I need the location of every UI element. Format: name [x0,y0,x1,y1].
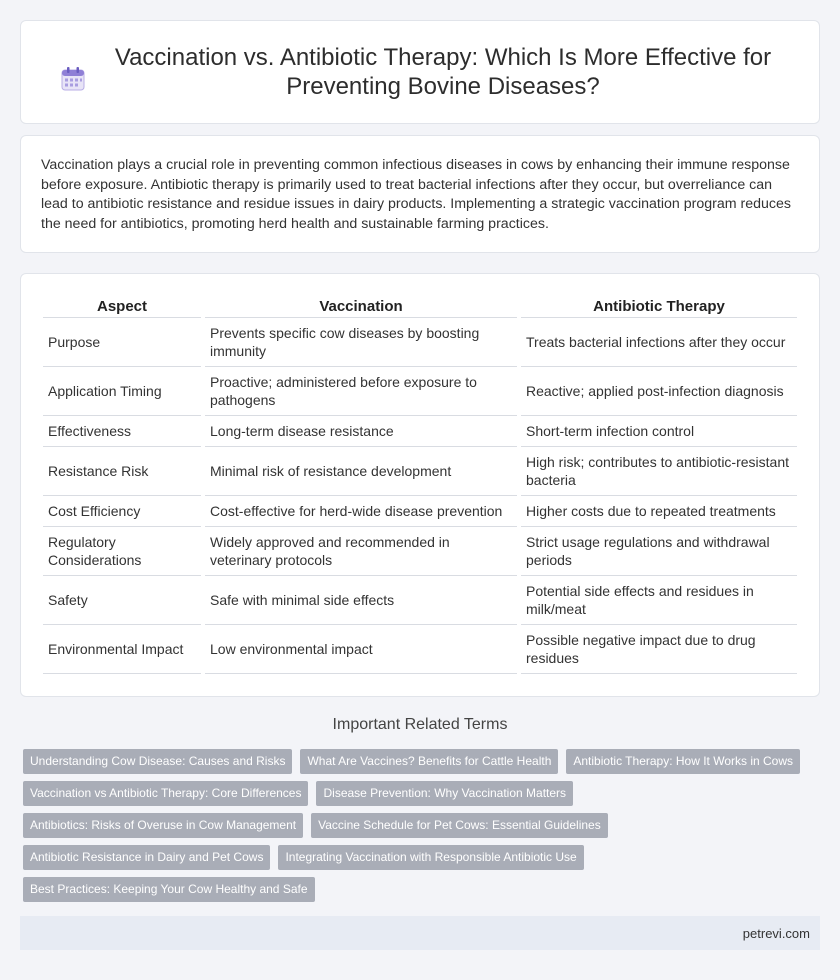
table-row [43,576,797,625]
table-row [43,447,797,496]
table-row [43,496,797,527]
cell-vaccination: Cost-effective for herd-wide disease prevention [205,496,517,527]
related-term-link[interactable]: Antibiotics: Risks of Overuse in Cow Management [23,813,303,838]
cell-antibiotic: Reactive; applied post-infection diagnosis [521,367,797,416]
cell-antibiotic: Short-term infection control [521,416,797,447]
cell-aspect: Environmental Impact [43,625,201,674]
cell-aspect: Cost Efficiency [43,496,201,527]
cell-antibiotic: Strict usage regulations and withdrawal periods [521,527,797,576]
cell-aspect: Purpose [43,318,201,367]
related-term-link[interactable]: What Are Vaccines? Benefits for Cattle Health [300,749,558,774]
cell-vaccination: Proactive; administered before exposure to pathogens [205,367,517,416]
header-card [20,20,820,124]
related-term-link[interactable]: Integrating Vaccination with Responsible Antibiotic Use [278,845,583,870]
cell-antibiotic: Potential side effects and residues in milk/meat [521,576,797,625]
cell-vaccination: Widely approved and recommended in veterinary protocols [205,527,517,576]
table-row [43,527,797,576]
cell-aspect: Safety [43,576,201,625]
related-term-link[interactable]: Understanding Cow Disease: Causes and Risks [23,749,292,774]
header-aspect: Aspect [43,294,201,318]
table-row [43,625,797,674]
cell-antibiotic: High risk; contributes to antibiotic-resistant bacteria [521,447,797,496]
cell-aspect: Regulatory Considerations [43,527,201,576]
table-row [43,367,797,416]
cell-vaccination: Safe with minimal side effects [205,576,517,625]
cell-aspect: Resistance Risk [43,447,201,496]
related-term-link[interactable]: Vaccination vs Antibiotic Therapy: Core Differences [23,781,308,806]
cell-antibiotic: Higher costs due to repeated treatments [521,496,797,527]
cell-antibiotic: Treats bacterial infections after they occur [521,318,797,367]
cell-vaccination: Prevents specific cow diseases by boosting immunity [205,318,517,367]
cell-antibiotic: Possible negative impact due to drug residues [521,625,797,674]
cell-aspect: Effectiveness [43,416,201,447]
header-vaccination: Vaccination [205,294,517,318]
intro-text: Vaccination plays a crucial role in preventing common infectious diseases in cows by enhancing their immune response before exposure. Antibiotic therapy is primarily used to treat bacterial infections after they occur, but overreliance can lead to antibiotic resistance and residue issues in dairy products. Implementing a strategic vaccination program reduces the need for antibiotics, promoting herd health and sustainable farming practices. [41,157,791,232]
footer [20,916,820,950]
calendar-icon [60,66,86,92]
related-term-link[interactable]: Antibiotic Therapy: How It Works in Cows [566,749,800,774]
table-header-row [43,294,797,318]
related-terms-list [23,749,813,909]
header-antibiotic: Antibiotic Therapy [521,294,797,318]
cell-vaccination: Long-term disease resistance [205,416,517,447]
related-term-link[interactable]: Disease Prevention: Why Vaccination Matters [316,781,573,806]
related-term-link[interactable]: Best Practices: Keeping Your Cow Healthy and Safe [23,877,315,902]
cell-aspect: Application Timing [43,367,201,416]
comparison-table [39,294,801,674]
related-term-link[interactable]: Antibiotic Resistance in Dairy and Pet Cows [23,845,270,870]
table-row [43,318,797,367]
related-term-link[interactable]: Vaccine Schedule for Pet Cows: Essential Guidelines [311,813,608,838]
comparison-card [20,273,820,697]
cell-vaccination: Minimal risk of resistance development [205,447,517,496]
related-terms-title: Important Related Terms [332,716,508,733]
intro-card [20,135,820,253]
site-link[interactable]: petrevi.com [742,925,810,941]
cell-vaccination: Low environmental impact [205,625,517,674]
table-row [43,416,797,447]
page-title: Vaccination vs. Antibiotic Therapy: Which Is More Effective for Preventing Bovine Diseases? [114,44,772,100]
